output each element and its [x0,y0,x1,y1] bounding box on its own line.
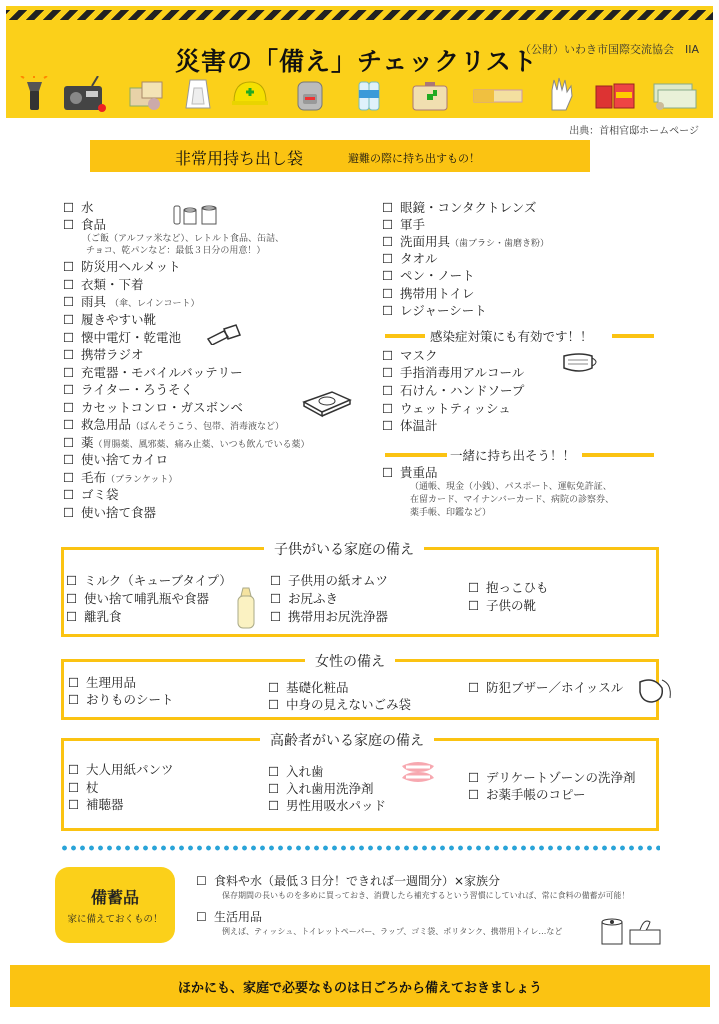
canned-food-icon [594,76,638,112]
flashlight-icon [206,323,242,345]
check-item[interactable]: ☐ ウェットティッシュ [382,401,511,416]
check-item[interactable]: ☐ 防犯ブザー／ホイッスル [468,680,624,695]
check-item[interactable]: ☐ 体温計 [382,418,438,433]
check-item[interactable]: ☐ 杖 [68,780,99,795]
check-item[interactable]: ☐ 水 [63,200,94,215]
infection-heading: 感染症対策にも有効です！！ [430,329,593,344]
source-credit: 出典：首相官邸ホームページ [569,126,699,137]
first-aid-kit-icon [410,76,450,112]
check-item[interactable]: ☐ ミルク（キューブタイプ） [66,573,232,588]
check-item[interactable]: ☐ 生活用品 [196,910,263,924]
check-item[interactable]: ☐ 中身の見えないごみ袋 [268,697,412,712]
check-item[interactable]: ☐ ライター・ろうそく [63,382,194,397]
check-item[interactable]: ☐ マスク [382,348,438,363]
water-bottle-icon [356,76,382,112]
check-item[interactable]: ☐ 子供用の紙オムツ [270,573,389,588]
check-item[interactable]: ☐ 雨具 （傘、レインコート） [63,294,200,309]
page-title: 災害の「備え」チェックリスト [175,47,538,76]
whistle-icon [632,668,676,708]
stockpile-subtitle: 家に備えておくもの！ [67,914,163,925]
check-item[interactable]: ☐ 携帯用トイレ [382,286,475,301]
divider [582,453,654,457]
check-item[interactable]: ☐ ペン・ノート [382,268,475,283]
stockpile-title: 備蓄品 [90,888,139,907]
water-bag-icon [184,76,212,112]
check-item[interactable]: ☐ デリケートゾーンの洗浄剤 [468,770,636,785]
flashlight-icon [18,76,50,112]
emergency-bag-title: 非常用持ち出し袋 [175,149,304,168]
footer-banner [10,965,710,1007]
check-item[interactable]: ☐ 大人用紙パンツ [68,762,174,777]
check-item[interactable]: ☐ カセットコンロ・ガスボンベ [63,400,244,415]
dotted-divider [60,845,660,851]
hazard-stripe [6,10,713,20]
stockpile-label [55,867,175,943]
water-food-icon [172,200,224,226]
elderly-section-title: 高齢者がいる家庭の備え [260,730,434,750]
gas-stove-icon [302,386,352,418]
check-item[interactable]: ☐ 子供の靴 [468,598,537,613]
gloves-icon [544,76,580,112]
helmet-icon [230,76,270,112]
check-item[interactable]: ☐ 入れ歯 [268,764,324,779]
valuables-note: （通帳、現金（小銭）、パスポート、運転免許証、 [410,482,612,492]
toilet-paper-tissue-icon [600,914,664,946]
check-item[interactable]: ☐ 眼鏡・コンタクトレンズ [382,200,537,215]
organization-name: （公財）いわき市国際交流協会 IIA [520,43,700,56]
wrap-icon [472,76,524,112]
check-item[interactable]: ☐ 履きやすい靴 [63,312,157,327]
check-item[interactable]: ☐ 薬（胃腸薬、風邪薬、痛み止薬、いつも飲んでいる薬） [63,435,310,450]
check-item[interactable]: ☐ 救急用品（ばんそうこう、包帯、消毒液など） [63,417,285,432]
check-item[interactable]: ☐ 防災用ヘルメット [63,259,181,274]
check-item[interactable]: ☐ 使い捨て哺乳瓶や食器 [66,591,210,606]
check-item[interactable]: ☐ 衣類・下着 [63,277,144,292]
check-item[interactable]: ☐ レジャーシート [382,303,487,318]
check-item[interactable]: ☐ 使い捨てカイロ [63,452,169,467]
baby-bottle-icon [234,586,258,630]
check-item[interactable]: ☐ タオル [382,251,438,266]
together-heading: 一緒に持ち出そう！！ [450,448,576,463]
valuables-note: 薬手帳、印鑑など） [410,508,492,518]
emergency-bag-banner [90,140,590,172]
women-section-title: 女性の備え [305,651,395,671]
check-item[interactable]: ☐ 携帯ラジオ [63,347,144,362]
check-item[interactable]: ☐ 貴重品 [382,465,438,480]
food-note: （ご飯（アルファ米など）、レトルト食品、缶詰、 [82,234,284,244]
divider [385,453,447,457]
check-item[interactable]: ☐ 食料や水（最低３日分！できれば一週間分）×家族分 [196,874,501,888]
check-item[interactable]: ☐ 食品 [63,217,107,232]
backpack-icon [292,76,328,112]
food-note: チョコ、乾パンなど：最低３日分の用意！） [86,246,266,256]
food-icon [128,76,166,112]
check-item[interactable]: ☐ 基礎化粧品 [268,680,349,695]
stockpile-note: 例えば、ティッシュ、トイレットペーパー、ラップ、ゴミ袋、ポリタンク、携帯用トイレ…など [222,927,563,936]
footer-text: ほかにも、家庭で必要なものは日ごろから備えておきましょう [177,981,542,996]
radio-icon [62,76,106,112]
kids-section-title: 子供がいる家庭の備え [264,539,424,559]
check-item[interactable]: ☐ ゴミ袋 [63,487,119,502]
dentures-icon [398,758,438,786]
divider [385,334,425,338]
check-item[interactable]: ☐ 入れ歯用洗浄剤 [268,781,374,796]
mask-icon [560,350,600,376]
check-item[interactable]: ☐ 軍手 [382,217,426,232]
check-item[interactable]: ☐ 携帯用お尻洗浄器 [270,609,389,624]
check-item[interactable]: ☐ 石けん・ハンドソープ [382,383,525,398]
check-item[interactable]: ☐ 男性用吸水パッド [268,798,387,813]
check-item[interactable]: ☐ 生理用品 [68,675,137,690]
check-item[interactable]: ☐ 懐中電灯・乾電池 [63,330,182,345]
check-item[interactable]: ☐ 使い捨て食器 [63,505,157,520]
divider [612,334,654,338]
check-item[interactable]: ☐ 抱っこひも [468,580,549,595]
valuables-note: 在留カード、マイナンバーカード、病院の診察券、 [410,495,614,505]
stockpile-note: 保存期間の長いものを多めに買っておき、消費したら補充するという習慣にしていれば、常に食料の備蓄が可能！ [222,891,630,900]
check-item[interactable]: ☐ おりものシート [68,692,174,707]
check-item[interactable]: ☐ お薬手帳のコピー [468,787,586,802]
check-item[interactable]: ☐ 手指消毒用アルコール [382,365,525,380]
check-item[interactable]: ☐ 毛布（ブランケット） [63,470,178,485]
check-item[interactable]: ☐ 洗面用具（歯ブラシ・歯磨き粉） [382,234,550,249]
emergency-bag-subtitle: 避難の際に持ち出すもの！ [348,152,480,165]
check-item[interactable]: ☐ 離乳食 [66,609,122,624]
cash-icon [650,76,698,112]
check-item[interactable]: ☐ 充電器・モバイルバッテリー [63,365,243,380]
check-item[interactable]: ☐ お尻ふき [270,591,339,606]
check-item[interactable]: ☐ 補聴器 [68,797,124,812]
